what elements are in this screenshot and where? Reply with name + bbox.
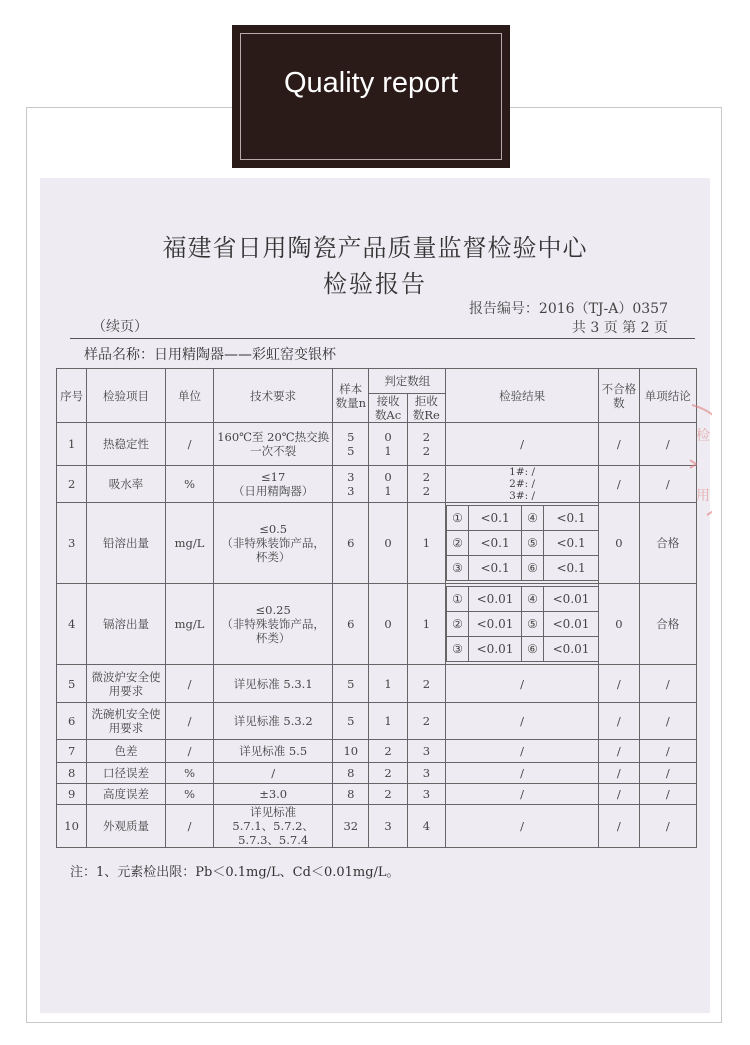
row-reject: 1 bbox=[407, 584, 445, 665]
sample-value: <0.01 bbox=[469, 612, 522, 637]
row-accept: 2 bbox=[369, 740, 407, 763]
sample-value: <0.1 bbox=[544, 506, 599, 531]
row-conclusion: / bbox=[639, 423, 696, 466]
row-item: 口径误差 bbox=[87, 763, 166, 784]
row-reject: 2 bbox=[407, 665, 445, 703]
header-judge-group: 判定数组 bbox=[369, 369, 446, 394]
row-requirement: ≤17 （日用精陶器） bbox=[214, 466, 333, 503]
row-no: 8 bbox=[57, 763, 87, 784]
header-unit: 单位 bbox=[165, 369, 213, 423]
row-no: 6 bbox=[57, 703, 87, 740]
row-conclusion: / bbox=[639, 665, 696, 703]
banner-title: Quality report bbox=[283, 67, 459, 99]
center-name: 福建省日用陶瓷产品质量监督检验中心 bbox=[162, 234, 588, 262]
sample-value: <0.01 bbox=[544, 587, 599, 612]
sample-index: ④ bbox=[522, 587, 544, 612]
row-sample-size: 6 bbox=[333, 503, 369, 584]
sample-value: <0.1 bbox=[544, 556, 599, 581]
row-fail-count: / bbox=[599, 740, 639, 763]
row-item: 吸水率 bbox=[87, 466, 166, 503]
row-unit: / bbox=[165, 740, 213, 763]
row-unit: % bbox=[165, 763, 213, 784]
row-sample-size: 5 bbox=[333, 703, 369, 740]
row-fail-count: / bbox=[599, 423, 639, 466]
row-unit: % bbox=[165, 784, 213, 805]
sample-index: ② bbox=[447, 531, 469, 556]
row-accept: 0 bbox=[369, 584, 407, 665]
row-reject: 2 bbox=[407, 703, 445, 740]
report-document bbox=[40, 178, 710, 1013]
sample-index: ③ bbox=[447, 556, 469, 581]
sample-index: ⑤ bbox=[522, 531, 544, 556]
row-item: 洗碗机安全使用要求 bbox=[87, 703, 166, 740]
row-reject: 3 bbox=[407, 763, 445, 784]
table-row bbox=[57, 423, 697, 466]
row-unit: % bbox=[165, 466, 213, 503]
table-row bbox=[57, 665, 697, 703]
row-conclusion: 合格 bbox=[639, 584, 696, 665]
red-stamp bbox=[652, 400, 712, 520]
sample-name: 样品名称：日用精陶器——彩虹窑变银杯 bbox=[84, 347, 336, 363]
row-no: 1 bbox=[57, 423, 87, 466]
row-no: 5 bbox=[57, 665, 87, 703]
row-result: / bbox=[446, 423, 599, 466]
sample-value: <0.1 bbox=[469, 506, 522, 531]
sample-index: ② bbox=[447, 612, 469, 637]
row-unit: mg/L bbox=[165, 584, 213, 665]
divider bbox=[70, 338, 695, 339]
header-sample-size: 样本数量n bbox=[333, 369, 369, 423]
row-sample-size: 32 bbox=[333, 805, 369, 848]
row-conclusion: 合格 bbox=[639, 503, 696, 584]
sample-value: <0.01 bbox=[469, 587, 522, 612]
sample-value: <0.1 bbox=[469, 556, 522, 581]
table-row bbox=[57, 466, 697, 503]
row-conclusion: / bbox=[639, 784, 696, 805]
row-item: 色差 bbox=[87, 740, 166, 763]
row-result-grid bbox=[446, 503, 599, 584]
row-item: 铅溶出量 bbox=[87, 503, 166, 584]
report-title: 检验报告 bbox=[323, 270, 427, 298]
row-requirement: 160℃至 20℃热交换一次不裂 bbox=[214, 423, 333, 466]
row-result: / bbox=[446, 665, 599, 703]
row-result: / bbox=[446, 740, 599, 763]
sample-index: ⑤ bbox=[522, 612, 544, 637]
row-conclusion: / bbox=[639, 703, 696, 740]
row-reject: 2 2 bbox=[407, 466, 445, 503]
row-requirement: 详见标准 5.7.1、5.7.2、5.7.3、5.7.4 bbox=[214, 805, 333, 848]
row-fail-count: / bbox=[599, 763, 639, 784]
table-row bbox=[57, 763, 697, 784]
row-item: 外观质量 bbox=[87, 805, 166, 848]
row-reject: 3 bbox=[407, 740, 445, 763]
sample-value: <0.1 bbox=[469, 531, 522, 556]
row-fail-count: 0 bbox=[599, 584, 639, 665]
row-reject: 3 bbox=[407, 784, 445, 805]
sample-index: ⑥ bbox=[522, 556, 544, 581]
svg-text:用: 用 bbox=[696, 488, 710, 504]
stamp-mark bbox=[652, 400, 712, 520]
row-requirement: 详见标准 5.5 bbox=[214, 740, 333, 763]
header-no: 序号 bbox=[57, 369, 87, 423]
row-no: 10 bbox=[57, 805, 87, 848]
row-item: 高度误差 bbox=[87, 784, 166, 805]
row-fail-count: / bbox=[599, 805, 639, 848]
sample-index: ① bbox=[447, 506, 469, 531]
row-unit: mg/L bbox=[165, 503, 213, 584]
inspection-table bbox=[56, 368, 697, 848]
row-accept: 0 1 bbox=[369, 466, 407, 503]
sample-index: ① bbox=[447, 587, 469, 612]
row-result: / bbox=[446, 763, 599, 784]
row-sample-size: 10 bbox=[333, 740, 369, 763]
sample-index: ③ bbox=[447, 637, 469, 662]
row-reject: 2 2 bbox=[407, 423, 445, 466]
table-row bbox=[57, 703, 697, 740]
row-result: / bbox=[446, 784, 599, 805]
row-no: 2 bbox=[57, 466, 87, 503]
row-requirement: ≤0.25 （非特殊装饰产品，杯类） bbox=[214, 584, 333, 665]
row-conclusion: / bbox=[639, 740, 696, 763]
row-unit: / bbox=[165, 423, 213, 466]
page-info: 共 3 页 第 2 页 bbox=[571, 320, 668, 336]
sample-value: <0.01 bbox=[469, 637, 522, 662]
row-no: 9 bbox=[57, 784, 87, 805]
row-requirement: 详见标准 5.3.2 bbox=[214, 703, 333, 740]
table-row bbox=[57, 740, 697, 763]
row-no: 7 bbox=[57, 740, 87, 763]
row-fail-count: / bbox=[599, 665, 639, 703]
row-fail-count: / bbox=[599, 466, 639, 503]
sample-value: <0.1 bbox=[544, 531, 599, 556]
row-result: / bbox=[446, 703, 599, 740]
row-unit: / bbox=[165, 703, 213, 740]
row-sample-size: 5 5 bbox=[333, 423, 369, 466]
svg-text:检: 检 bbox=[696, 428, 710, 444]
row-conclusion: / bbox=[639, 805, 696, 848]
sample-index: ⑥ bbox=[522, 637, 544, 662]
row-reject: 4 bbox=[407, 805, 445, 848]
table-row bbox=[57, 805, 697, 848]
continued-label: （续页） bbox=[92, 319, 148, 335]
row-sample-size: 3 3 bbox=[333, 466, 369, 503]
row-fail-count: / bbox=[599, 703, 639, 740]
row-unit: / bbox=[165, 805, 213, 848]
row-fail-count: / bbox=[599, 784, 639, 805]
row-requirement: 详见标准 5.3.1 bbox=[214, 665, 333, 703]
report-number: 报告编号：2016（TJ-A）0357 bbox=[468, 301, 668, 317]
row-accept: 3 bbox=[369, 805, 407, 848]
row-conclusion: / bbox=[639, 466, 696, 503]
row-sample-size: 5 bbox=[333, 665, 369, 703]
row-accept: 1 bbox=[369, 703, 407, 740]
header-conclusion: 单项结论 bbox=[639, 369, 696, 423]
row-item: 微波炉安全使用要求 bbox=[87, 665, 166, 703]
row-sample-size: 6 bbox=[333, 584, 369, 665]
header-requirement: 技术要求 bbox=[214, 369, 333, 423]
sample-results-table bbox=[446, 586, 599, 662]
row-requirement: ≤0.5 （非特殊装饰产品，杯类） bbox=[214, 503, 333, 584]
header-result: 检验结果 bbox=[446, 369, 599, 423]
row-result-grid bbox=[446, 584, 599, 665]
row-accept: 1 bbox=[369, 665, 407, 703]
row-unit: / bbox=[165, 665, 213, 703]
row-fail-count: 0 bbox=[599, 503, 639, 584]
table-row bbox=[57, 584, 697, 665]
table-row bbox=[57, 503, 697, 584]
row-no: 4 bbox=[57, 584, 87, 665]
row-conclusion: / bbox=[639, 763, 696, 784]
row-accept: 2 bbox=[369, 784, 407, 805]
row-reject: 1 bbox=[407, 503, 445, 584]
row-no: 3 bbox=[57, 503, 87, 584]
header-reject: 拒收数Re bbox=[407, 394, 445, 423]
row-sample-size: 8 bbox=[333, 784, 369, 805]
sample-value: <0.01 bbox=[544, 637, 599, 662]
detection-limit-note: 注：1、元素检出限：Pb＜0.1mg/L、Cd＜0.01mg/L。 bbox=[70, 865, 400, 880]
header-fail-count: 不合格数 bbox=[599, 369, 639, 423]
row-accept: 0 bbox=[369, 503, 407, 584]
row-accept: 2 bbox=[369, 763, 407, 784]
row-item: 镉溶出量 bbox=[87, 584, 166, 665]
row-requirement: / bbox=[214, 763, 333, 784]
sample-index: ④ bbox=[522, 506, 544, 531]
quality-report-banner bbox=[232, 25, 510, 168]
header-accept: 接收数Ac bbox=[369, 394, 407, 423]
row-requirement: ±3.0 bbox=[214, 784, 333, 805]
header-item: 检验项目 bbox=[87, 369, 166, 423]
sample-results-table bbox=[446, 505, 599, 581]
row-accept: 0 1 bbox=[369, 423, 407, 466]
table-row bbox=[57, 784, 697, 805]
row-result: 1#: / 2#: / 3#: / bbox=[446, 466, 599, 503]
sample-value: <0.01 bbox=[544, 612, 599, 637]
row-item: 热稳定性 bbox=[87, 423, 166, 466]
row-result: / bbox=[446, 805, 599, 848]
row-sample-size: 8 bbox=[333, 763, 369, 784]
